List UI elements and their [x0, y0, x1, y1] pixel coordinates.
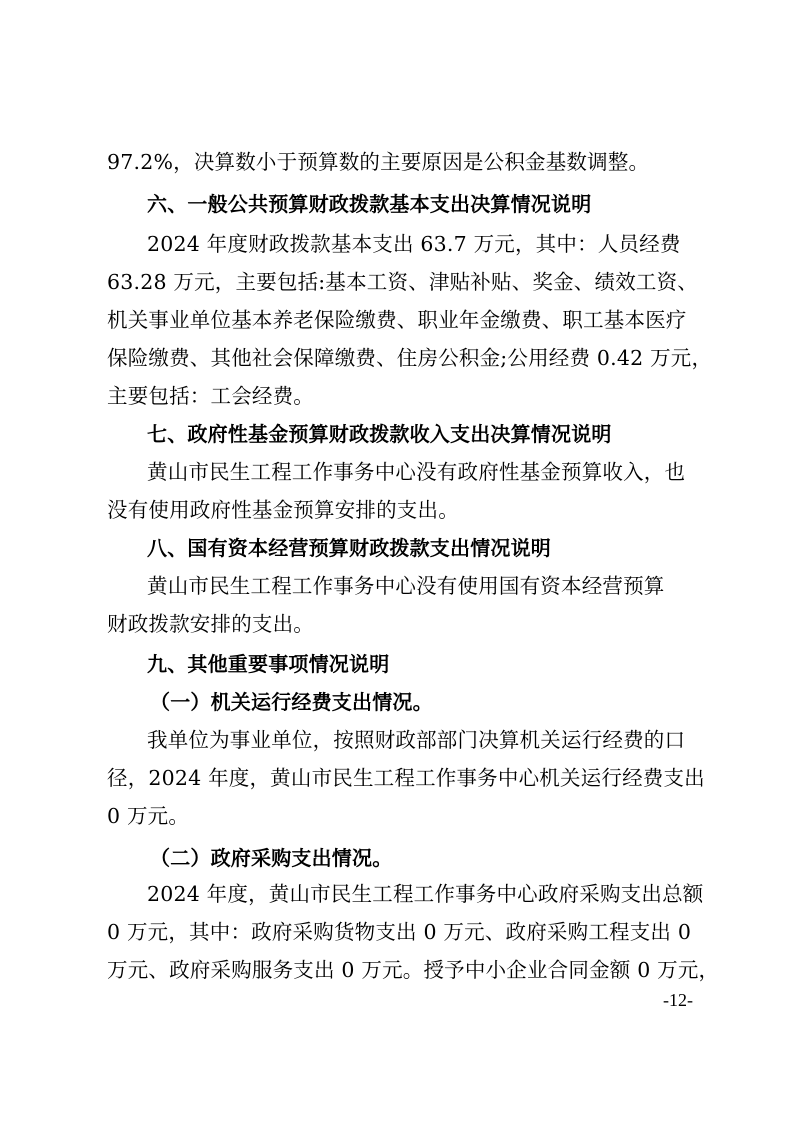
text-line: 径，2024 年度，黄山市民生工程工作事务中心机关运行经费支出 [107, 766, 705, 790]
text-line: 主要包括：工会经费。 [107, 384, 314, 408]
text-line: 没有使用政府性基金预算安排的支出。 [107, 498, 459, 522]
text-line: 2024 年度财政拨款基本支出 63.7 万元，其中：人员经费 [147, 232, 681, 256]
subsection-heading: （二）政府采购支出情况。 [150, 846, 393, 870]
text-line: 0 万元。 [107, 804, 190, 828]
section-heading: 七、政府性基金预算财政拨款收入支出决算情况说明 [147, 422, 612, 446]
text-line: 2024 年度，黄山市民生工程工作事务中心政府采购支出总额 [147, 882, 704, 906]
text-line: 黄山市民生工程工作事务中心没有政府性基金预算收入，也 [147, 460, 686, 484]
text-line: 我单位为事业单位，按照财政部部门决算机关运行经费的口 [147, 728, 686, 752]
text-line: 0 万元，其中：政府采购货物支出 0 万元、政府采购工程支出 0 [107, 920, 692, 944]
page-number: -12- [663, 990, 693, 1010]
text-line: 万元、政府采购服务支出 0 万元。授予中小企业合同金额 0 万元， [107, 958, 720, 982]
section-heading: 八、国有资本经营预算财政拨款支出情况说明 [147, 536, 551, 560]
text-line: 黄山市民生工程工作事务中心没有使用国有资本经营预算 [147, 574, 665, 598]
text-line: 保险缴费、其他社会保障缴费、住房公积金;公用经费 0.42 万元， [107, 346, 713, 370]
section-heading: 六、一般公共预算财政拨款基本支出决算情况说明 [147, 192, 592, 216]
text-line: 63.28 万元，主要包括:基本工资、津贴补贴、奖金、绩效工资、 [107, 270, 699, 294]
text-line: 机关事业单位基本养老保险缴费、职业年金缴费、职工基本医疗 [107, 308, 687, 332]
text-line: 97.2%，决算数小于预算数的主要原因是公积金基数调整。 [107, 150, 650, 174]
subsection-heading: （一）机关运行经费支出情况。 [150, 690, 433, 714]
text-line: 财政拨款安排的支出。 [107, 612, 314, 636]
section-heading: 九、其他重要事项情况说明 [147, 652, 390, 676]
